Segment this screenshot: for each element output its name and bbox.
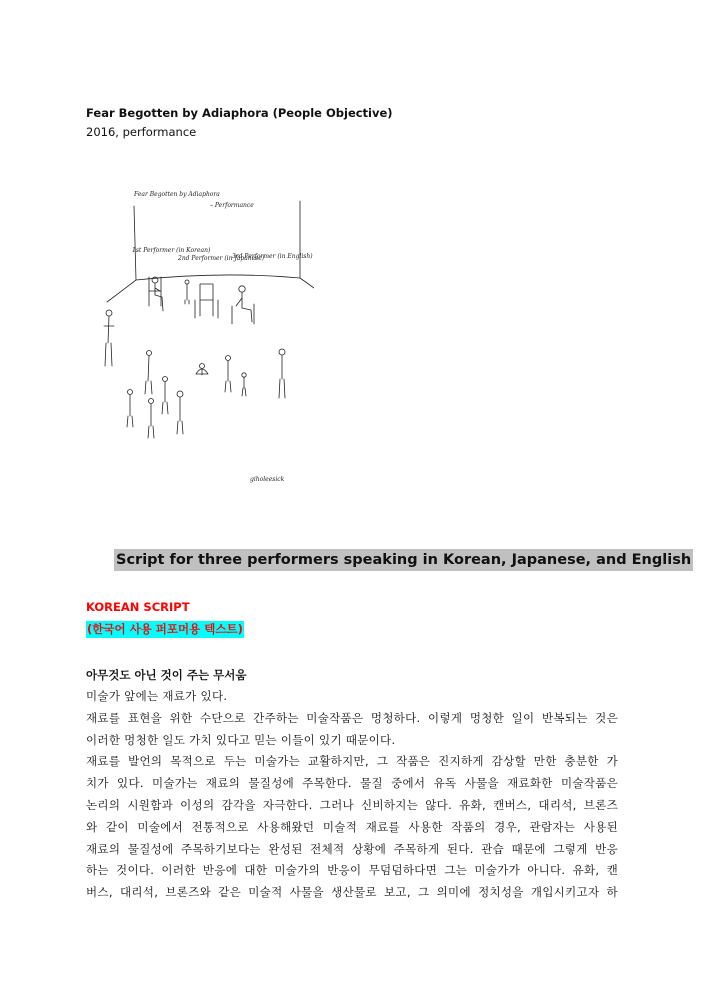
korean-script-sublabel: (한국어 사용 퍼포머용 텍스트) bbox=[87, 622, 243, 636]
sketch-signature: giholeesick bbox=[250, 476, 285, 483]
body-line: 논리의 시원함과 이성의 감각을 자극한다. 그러나 신비하지는 않다. 유화, 캔버스, 대리석, 브론즈 bbox=[86, 797, 618, 812]
sketch-label-1st: 1st Performer (in Korean) bbox=[132, 247, 211, 254]
body-line: 하는 것이다. 이러한 반응에 대한 미술가의 반응이 무덤덤하다면 그는 미술가가 아니다. 유화, 캔 bbox=[86, 863, 618, 878]
performance-sketch-image bbox=[92, 176, 314, 488]
body-line: 재료의 물질성에 주목하기보다는 완성된 전체적 상황에 주목하게 된다. 관습 때문에 그렇게 반응 bbox=[86, 841, 618, 856]
sketch-label-3rd: 3rd Performer (in English) bbox=[232, 253, 313, 260]
body-line: 이러한 멍청한 일도 가치 있다고 믿는 이들이 있기 때문이다. bbox=[86, 732, 396, 747]
body-line: 버스, 대리석, 브론즈와 같은 미술적 사물을 생산물로 보고, 그 의미에 정치성을 개입시키고자 하 bbox=[86, 885, 618, 900]
body-line: 치가 있다. 미술가는 재료의 물질성에 주목한다. 물질 중에서 유독 사물을 재료화한 미술작품은 bbox=[86, 776, 618, 791]
body-line: 재료를 표현을 위한 수단으로 간주하는 미술작품은 멍청하다. 이렇게 멍청한 일이 반복되는 것은 bbox=[86, 710, 618, 725]
artwork-title: Fear Begotten by Adiaphora (People Objective) bbox=[86, 106, 393, 120]
sketch-label-2nd: 2nd Performer (in Japanese) bbox=[178, 255, 265, 262]
script-body bbox=[86, 686, 618, 904]
script-heading: Script for three performers speaking in Korean, Japanese, and English bbox=[114, 549, 693, 571]
body-line: 와 같이 미술에서 전통적으로 사용해왔던 미술적 재료를 사용한 작품의 경우, 관람자는 사용된 bbox=[86, 819, 618, 834]
body-line: 재료를 발언의 목적으로 두는 미술가는 교활하지만, 그 작품은 진지하게 감상할 만한 충분한 가 bbox=[86, 754, 618, 769]
section-title: 아무것도 아닌 것이 주는 무서움 bbox=[86, 668, 247, 682]
sketch-caption-line2: – Performance bbox=[210, 202, 254, 209]
sketch-caption-line1: Fear Begotten by Adiaphora bbox=[134, 191, 220, 198]
body-line: 미술가 앞에는 재료가 있다. bbox=[86, 689, 228, 703]
artwork-subtitle: 2016, performance bbox=[86, 125, 197, 139]
korean-script-label: KOREAN SCRIPT bbox=[86, 600, 190, 614]
